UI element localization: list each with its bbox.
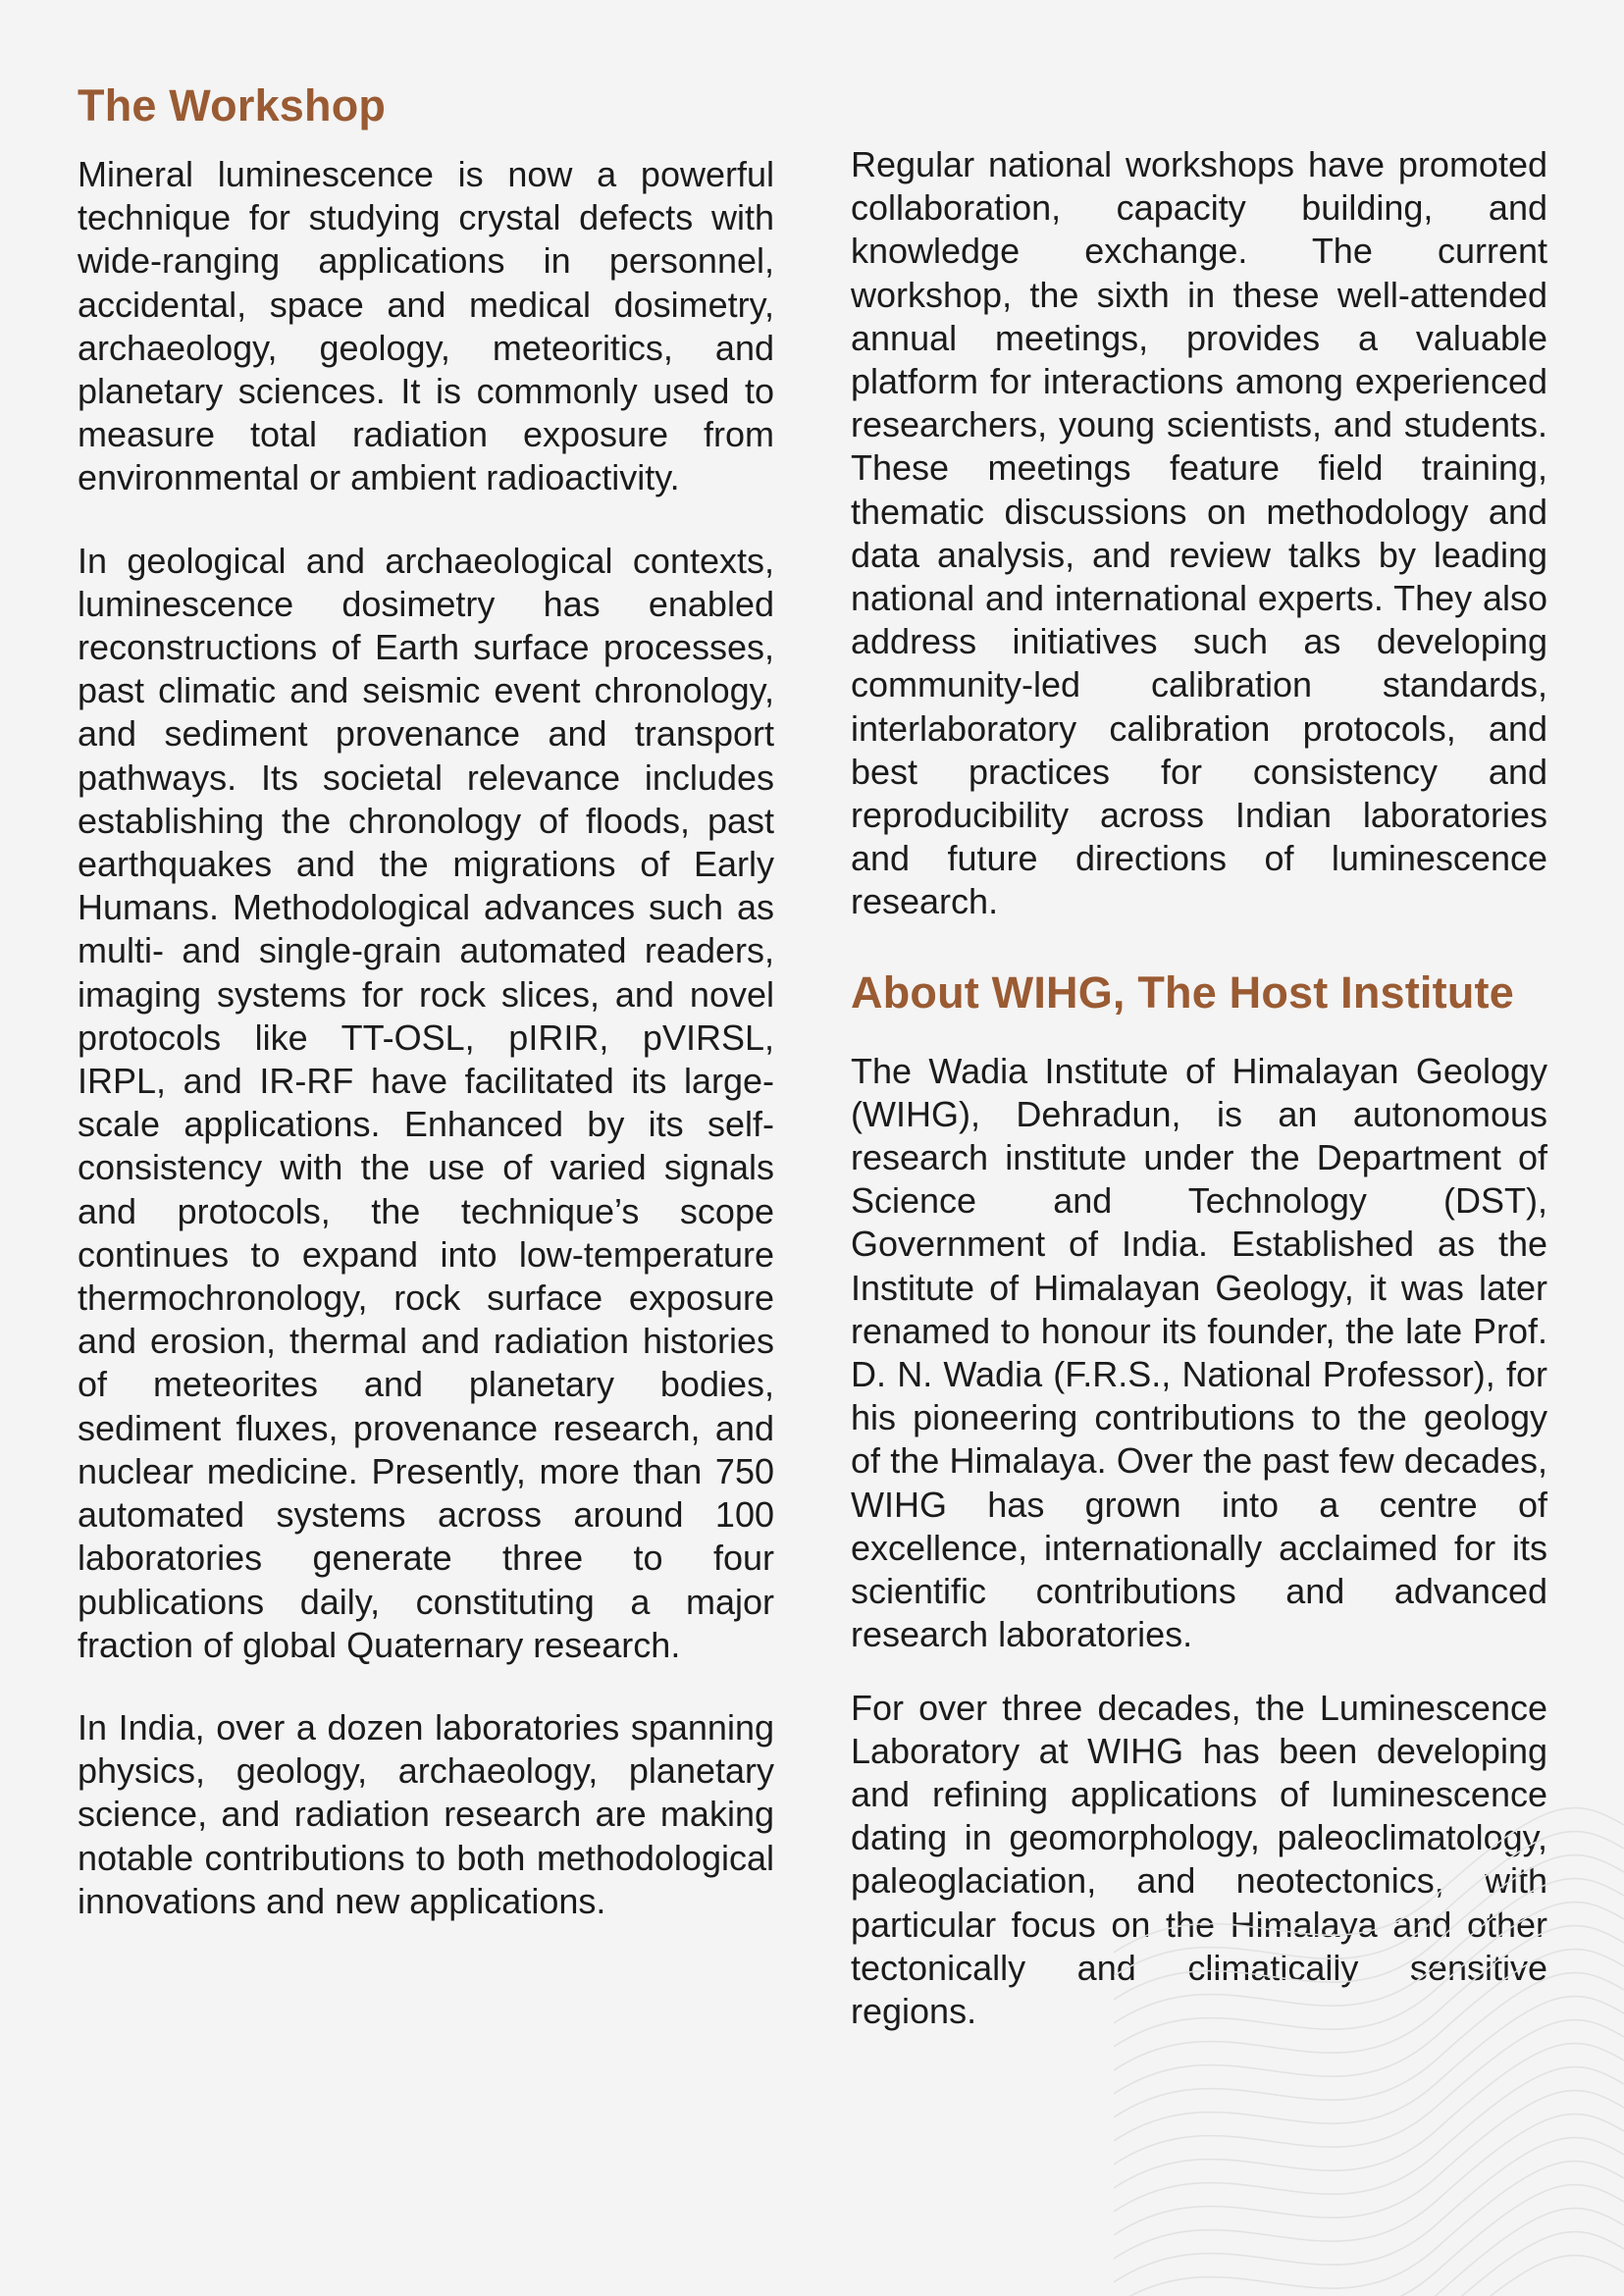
decor-wave-line: [1114, 2232, 1624, 2296]
workshop-paragraph-3: In India, over a dozen laboratories spanning physics, geology, archaeology, planetary science, and radiation research are making notable contributions to both methodological innovations and new applications.: [78, 1706, 774, 1921]
host-paragraph-1: The Wadia Institute of Himalayan Geology (WIHG), Dehradun, is an autonomous research institute under the Department of Science and Technology (DST), Government of India. Established as the Institute of Himalayan Geology, it was later renamed to honour its founder, the late Prof. D. N. Wadia (F.R.S., National Professor), for his pioneering contributions to the geology of the Himalaya. Over the past few decades, WIHG has grown into a centre of excellence, internationally acclaimed for its scientific contributions and advanced research laboratories.: [851, 1050, 1547, 1655]
decorative-wave-lines: [1114, 1707, 1624, 2296]
workshop-paragraph-2: In geological and archaeological contexts, luminescence dosimetry has enabled reconstructions of Earth surface processes, past climatic and seismic event chronology, and sediment provenance and transport pathways. Its societal relevance includes establishing the chronology of floods, past earthquakes and the migrations of Early Humans. Methodological advances such as multi- and single-grain automated readers, imaging systems for rock slices, and novel protocols like TT-OSL, pIRIR, pVIRSL, IRPL, and IR-RF have facilitated its large-scale applications. Enhanced by its self-consistency with the use of varied signals and protocols, the technique’s scope continues to expand into low-temperature thermochronology, rock surface exposure and erosion, thermal and radiation histories of meteorites and planetary bodies, sediment fluxes, provenance research, and nuclear medicine. Presently, more than 750 automated systems across around 100 laboratories generate three to four publications daily, constituting a major fraction of global Quaternary research.: [78, 540, 774, 1665]
workshop-paragraph-1: Mineral luminescence is now a powerful technique for studying crystal defects with wide-ranging applications in personnel, accidental, space and medical dosimetry, archaeology, geology, meteoritics, and planetary sciences. It is commonly used to measure total radiation exposure from environmental or ambient radioactivity.: [78, 154, 774, 498]
host-institute-heading: About WIHG, The Host Institute: [851, 966, 1514, 1018]
workshop-heading: The Workshop: [78, 80, 387, 130]
left-column: [78, 77, 774, 1962]
decor-wave-line: [1114, 2209, 1624, 2296]
decor-wave-line: [1114, 2185, 1624, 2296]
workshop-paragraph-4: Regular national workshops have promoted collaboration, capacity building, and knowledge exchange. The current workshop, the sixth in these well-attended annual meetings, provides a valuable platform for interactions among experienced researchers, young scientists, and students. These meetings feature field training, thematic discussions on methodology and data analysis, and review talks by leading national and international experts. They also address initiatives such as developing community-led calibration standards, interlaboratory calibration protocols, and best practices for consistency and reproducibility across Indian laboratories and future directions of luminescence research.: [851, 144, 1547, 922]
host-paragraph-2: For over three decades, the Luminescence Laboratory at WIHG has been developing and refining applications of luminescence dating in geomorphology, paleoclimatology, paleoglaciation, and neotectonics, with particular focus on the Himalaya and other tectonically and climatically sensitive regions.: [851, 1687, 1547, 2031]
decor-wave-line: [1114, 2162, 1624, 2296]
